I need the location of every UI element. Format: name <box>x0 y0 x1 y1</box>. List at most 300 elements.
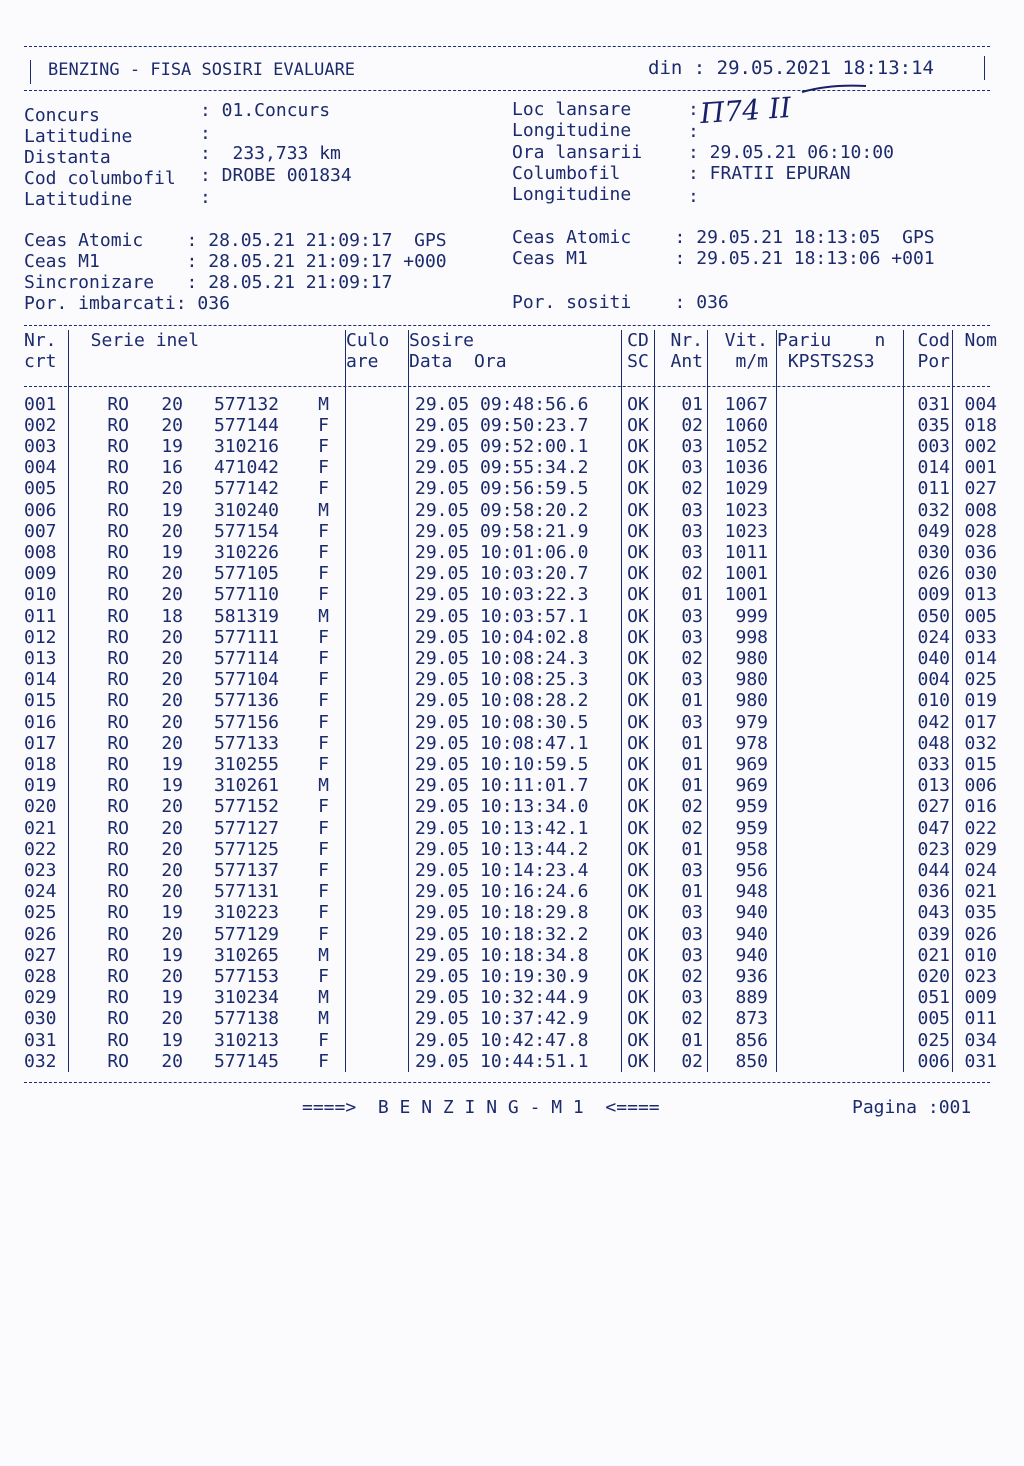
table-row <box>24 648 997 669</box>
info-right-value-2: : 29.05.21 06:10:00 <box>688 142 894 163</box>
row-nr-value: 028 <box>24 966 57 988</box>
row-ring <box>69 945 346 966</box>
table-row <box>24 690 997 711</box>
header-code-line1: Cod <box>917 330 950 351</box>
row-speed-value: 940 <box>735 923 768 945</box>
row-arrival <box>409 1051 622 1072</box>
arrival-datetime <box>409 818 588 839</box>
row-arrival <box>409 627 622 648</box>
arrival-time: 10:03:22.3 <box>480 584 589 606</box>
arrival-time: 10:04:02.8 <box>480 626 589 648</box>
table-header-row <box>24 330 997 372</box>
row-speed <box>708 987 777 1008</box>
row-nom-value: 002 <box>964 436 997 457</box>
row-code <box>904 775 953 796</box>
arrival-datetime <box>409 775 588 796</box>
row-speed <box>708 500 777 521</box>
row-bet <box>777 1030 904 1051</box>
arrival-date: 29.05 <box>415 1029 470 1051</box>
table-row <box>24 796 997 817</box>
table-row <box>24 987 997 1008</box>
ring-sex: M <box>318 1008 329 1030</box>
ring-year: 19 <box>161 987 183 1009</box>
arrival-datetime <box>409 987 588 1008</box>
row-cd <box>622 648 655 669</box>
clock-right-atomic: Ceas Atomic : 29.05.21 18:13:05 GPS <box>512 227 935 248</box>
ring-country: RO <box>107 1008 129 1030</box>
row-nom-value: 010 <box>964 944 997 966</box>
row-code <box>904 606 953 627</box>
row-speed-value: 873 <box>735 1008 768 1030</box>
row-cd <box>622 839 655 860</box>
header-cd <box>622 330 655 372</box>
row-color <box>346 881 409 902</box>
row-color <box>346 542 409 563</box>
row-nr-value: 003 <box>24 436 57 457</box>
ring-serial: 577125 <box>213 838 279 860</box>
row-antenna-value: 03 <box>681 669 703 691</box>
ring-sex: M <box>318 393 329 415</box>
row-speed-value: 978 <box>735 732 768 754</box>
ring-number <box>69 1030 329 1051</box>
arrival-datetime <box>409 627 588 648</box>
row-ring <box>69 669 346 690</box>
row-nr <box>24 754 69 775</box>
row-code <box>904 924 953 945</box>
row-code-value: 023 <box>917 838 950 860</box>
row-arrival <box>409 775 622 796</box>
arrival-datetime <box>409 902 588 923</box>
row-code-value: 010 <box>917 690 950 712</box>
row-color <box>346 775 409 796</box>
page-number: Pagina :001 <box>852 1097 972 1118</box>
ring-number <box>69 924 329 945</box>
header-antenna <box>655 330 708 372</box>
row-cd <box>622 457 655 478</box>
arrival-datetime <box>409 860 588 881</box>
row-antenna-value: 03 <box>681 499 703 521</box>
row-cd-value: OK <box>627 711 649 733</box>
ring-sex: F <box>318 584 329 606</box>
arrival-datetime <box>409 1008 588 1029</box>
arrival-date: 29.05 <box>415 1008 470 1030</box>
row-speed-value: 940 <box>735 902 768 924</box>
row-antenna-value: 01 <box>681 838 703 860</box>
ring-country: RO <box>107 457 129 479</box>
row-ring <box>69 436 346 457</box>
row-nom-value: 005 <box>964 605 997 627</box>
row-speed-value: 1001 <box>724 563 768 585</box>
row-arrival <box>409 436 622 457</box>
arrival-datetime <box>409 712 588 733</box>
row-cd-value: OK <box>627 457 649 479</box>
row-bet <box>777 881 904 902</box>
header-arrival-line2: Data Ora <box>409 351 507 373</box>
row-cd <box>622 818 655 839</box>
row-code-value: 039 <box>917 923 950 945</box>
row-nr <box>24 881 69 902</box>
row-ring <box>69 648 346 669</box>
row-color <box>346 945 409 966</box>
row-antenna <box>655 1030 708 1051</box>
row-speed-value: 999 <box>735 605 768 627</box>
ring-serial: 577105 <box>213 563 279 585</box>
arrival-date: 29.05 <box>415 923 470 945</box>
ring-country: RO <box>107 669 129 691</box>
row-ring <box>69 415 346 436</box>
row-bet <box>777 436 904 457</box>
row-antenna <box>655 902 708 923</box>
header-cd-line1: CD <box>627 330 649 351</box>
row-arrival <box>409 754 622 775</box>
row-antenna <box>655 627 708 648</box>
row-code-value: 040 <box>917 648 950 670</box>
arrival-datetime <box>409 436 588 457</box>
row-ring <box>69 924 346 945</box>
row-code-value: 051 <box>917 987 950 1009</box>
row-nr-value: 008 <box>24 542 57 564</box>
ring-number <box>69 1008 329 1029</box>
row-cd-value: OK <box>627 542 649 564</box>
row-nr-value: 030 <box>24 1008 57 1030</box>
ring-year: 20 <box>161 669 183 691</box>
row-speed <box>708 839 777 860</box>
table-row <box>24 542 997 563</box>
row-bet <box>777 457 904 478</box>
row-code-value: 048 <box>917 732 950 754</box>
row-nr <box>24 627 69 648</box>
row-code-value: 043 <box>917 902 950 924</box>
row-antenna-value: 01 <box>681 754 703 776</box>
row-nr-value: 005 <box>24 478 57 500</box>
arrival-time: 10:03:57.1 <box>480 605 589 627</box>
row-code <box>904 818 953 839</box>
row-code-value: 014 <box>917 457 950 479</box>
arrival-datetime <box>409 1051 588 1072</box>
row-cd <box>622 1051 655 1072</box>
row-code-value: 030 <box>917 542 950 564</box>
row-antenna <box>655 542 708 563</box>
info-right-value-4: : <box>688 186 699 207</box>
row-code-value: 044 <box>917 860 950 882</box>
ring-serial: 577129 <box>213 923 279 945</box>
ring-sex: F <box>318 817 329 839</box>
arrival-datetime <box>409 881 588 902</box>
header-ring <box>69 330 346 372</box>
row-nom <box>953 584 998 605</box>
ring-sex: F <box>318 1029 329 1051</box>
row-antenna <box>655 1051 708 1072</box>
row-antenna <box>655 839 708 860</box>
ring-country: RO <box>107 966 129 988</box>
ring-year: 18 <box>161 605 183 627</box>
ring-year: 20 <box>161 478 183 500</box>
arrival-time: 10:18:29.8 <box>480 902 589 924</box>
row-color <box>346 1008 409 1029</box>
row-arrival <box>409 584 622 605</box>
info-right-value-0: : <box>688 99 699 120</box>
row-bet <box>777 712 904 733</box>
ring-country: RO <box>107 1050 129 1072</box>
ring-sex: F <box>318 542 329 564</box>
ring-number <box>69 478 329 499</box>
ring-year: 20 <box>161 1008 183 1030</box>
row-antenna <box>655 415 708 436</box>
row-nr <box>24 500 69 521</box>
arrival-time: 10:10:59.5 <box>480 754 589 776</box>
ring-country: RO <box>107 838 129 860</box>
row-nom <box>953 436 998 457</box>
row-cd-value: OK <box>627 563 649 585</box>
row-nom <box>953 839 998 860</box>
row-nr-value: 004 <box>24 457 57 479</box>
row-code-value: 021 <box>917 944 950 966</box>
table-row <box>24 394 997 415</box>
row-code-value: 049 <box>917 520 950 542</box>
ring-country: RO <box>107 414 129 436</box>
info-left-value-3: : DROBE 001834 <box>200 165 352 186</box>
row-arrival <box>409 712 622 733</box>
row-ring <box>69 627 346 648</box>
ring-sex: F <box>318 457 329 479</box>
row-antenna <box>655 606 708 627</box>
ring-serial: 310226 <box>213 542 279 564</box>
row-arrival <box>409 1008 622 1029</box>
row-antenna <box>655 775 708 796</box>
arrival-time: 10:18:34.8 <box>480 944 589 966</box>
row-cd-value: OK <box>627 923 649 945</box>
arrival-date: 29.05 <box>415 563 470 585</box>
row-antenna <box>655 500 708 521</box>
row-code-value: 005 <box>917 1008 950 1030</box>
row-speed <box>708 478 777 499</box>
table-row <box>24 818 997 839</box>
ring-sex: F <box>318 796 329 818</box>
row-speed <box>708 436 777 457</box>
row-speed-value: 980 <box>735 690 768 712</box>
row-ring <box>69 860 346 881</box>
row-nom-value: 035 <box>964 902 997 924</box>
row-code <box>904 394 953 415</box>
ring-sex: F <box>318 966 329 988</box>
row-arrival <box>409 839 622 860</box>
arrival-time: 10:08:24.3 <box>480 648 589 670</box>
row-color <box>346 521 409 542</box>
ring-country: RO <box>107 584 129 606</box>
row-code-value: 011 <box>917 478 950 500</box>
row-ring <box>69 881 346 902</box>
row-antenna-value: 03 <box>681 902 703 924</box>
arrival-time: 10:14:23.4 <box>480 860 589 882</box>
row-antenna-value: 02 <box>681 414 703 436</box>
arrival-datetime <box>409 839 588 860</box>
row-speed <box>708 818 777 839</box>
row-cd <box>622 627 655 648</box>
row-code-value: 031 <box>917 393 950 415</box>
row-nr <box>24 648 69 669</box>
row-nr-value: 018 <box>24 754 57 776</box>
report-date: din : 29.05.2021 18:13:14 <box>648 57 934 79</box>
row-code-value: 047 <box>917 817 950 839</box>
row-nom <box>953 606 998 627</box>
ring-sex: F <box>318 732 329 754</box>
row-antenna <box>655 712 708 733</box>
info-right-value-1: : <box>688 121 699 142</box>
header-color-line2: are <box>346 351 379 373</box>
table-row <box>24 712 997 733</box>
ring-country: RO <box>107 775 129 797</box>
row-speed <box>708 521 777 542</box>
ring-year: 19 <box>161 902 183 924</box>
header-nom <box>953 330 998 372</box>
ring-serial: 310240 <box>213 499 279 521</box>
ring-number <box>69 457 329 478</box>
row-code-value: 009 <box>917 584 950 606</box>
ring-sex: M <box>318 987 329 1009</box>
row-arrival <box>409 521 622 542</box>
row-code-value: 035 <box>917 414 950 436</box>
row-antenna <box>655 860 708 881</box>
row-nom-value: 030 <box>964 563 997 585</box>
row-antenna-value: 02 <box>681 817 703 839</box>
row-cd-value: OK <box>627 966 649 988</box>
ring-serial: 577142 <box>213 478 279 500</box>
row-antenna-value: 03 <box>681 520 703 542</box>
row-nr <box>24 415 69 436</box>
header-spacer-row <box>24 372 997 393</box>
ring-country: RO <box>107 626 129 648</box>
row-bet <box>777 754 904 775</box>
ring-number <box>69 796 329 817</box>
arrival-time: 10:01:06.0 <box>480 542 589 564</box>
row-nom-value: 031 <box>964 1050 997 1072</box>
row-nr <box>24 966 69 987</box>
row-nr <box>24 584 69 605</box>
arrival-date: 29.05 <box>415 860 470 882</box>
row-antenna-value: 01 <box>681 775 703 797</box>
row-bet <box>777 796 904 817</box>
row-nr <box>24 796 69 817</box>
row-nom <box>953 860 998 881</box>
row-cd-value: OK <box>627 669 649 691</box>
header-bet <box>777 330 904 372</box>
table-row <box>24 1051 997 1072</box>
ring-sex: M <box>318 499 329 521</box>
row-code-value: 004 <box>917 669 950 691</box>
row-bet <box>777 542 904 563</box>
ring-serial: 577137 <box>213 860 279 882</box>
ring-country: RO <box>107 754 129 776</box>
table-row <box>24 1030 997 1051</box>
ring-sex: F <box>318 923 329 945</box>
row-speed-value: 1011 <box>724 542 768 564</box>
ring-serial: 577111 <box>213 626 279 648</box>
row-antenna <box>655 987 708 1008</box>
row-nom <box>953 733 998 754</box>
table-row <box>24 436 997 457</box>
row-color <box>346 796 409 817</box>
ring-country: RO <box>107 690 129 712</box>
ring-year: 20 <box>161 838 183 860</box>
ring-number <box>69 648 329 669</box>
row-nom <box>953 542 998 563</box>
row-antenna-value: 03 <box>681 711 703 733</box>
ring-sex: F <box>318 436 329 457</box>
row-nr-value: 001 <box>24 393 57 415</box>
row-cd <box>622 902 655 923</box>
ring-serial: 471042 <box>213 457 279 479</box>
row-bet <box>777 521 904 542</box>
ring-sex: F <box>318 478 329 500</box>
row-nr-value: 012 <box>24 626 57 648</box>
row-code <box>904 563 953 584</box>
row-antenna-value: 02 <box>681 966 703 988</box>
row-cd-value: OK <box>627 499 649 521</box>
row-nom-value: 018 <box>964 414 997 436</box>
row-cd <box>622 1008 655 1029</box>
row-cd <box>622 606 655 627</box>
ring-country: RO <box>107 881 129 903</box>
row-antenna <box>655 754 708 775</box>
row-antenna-value: 03 <box>681 457 703 479</box>
row-bet <box>777 563 904 584</box>
row-ring <box>69 966 346 987</box>
row-nom-value: 033 <box>964 626 997 648</box>
row-cd <box>622 394 655 415</box>
row-nr-value: 020 <box>24 796 57 818</box>
row-nom <box>953 1008 998 1029</box>
row-speed-value: 959 <box>735 817 768 839</box>
row-speed-value: 969 <box>735 775 768 797</box>
table-row <box>24 500 997 521</box>
row-code <box>904 648 953 669</box>
row-bet <box>777 1051 904 1072</box>
ring-country: RO <box>107 436 129 457</box>
row-antenna-value: 01 <box>681 1029 703 1051</box>
ring-number <box>69 690 329 711</box>
row-speed <box>708 796 777 817</box>
ring-country: RO <box>107 1029 129 1051</box>
row-ring <box>69 521 346 542</box>
row-bet <box>777 987 904 1008</box>
ring-sex: M <box>318 944 329 966</box>
row-ring <box>69 733 346 754</box>
row-bet <box>777 478 904 499</box>
handwritten-note: Π74 II <box>698 90 793 131</box>
row-antenna <box>655 796 708 817</box>
row-ring <box>69 690 346 711</box>
ring-year: 20 <box>161 520 183 542</box>
row-speed <box>708 754 777 775</box>
ring-country: RO <box>107 563 129 585</box>
top-border <box>24 46 990 47</box>
ring-year: 20 <box>161 1050 183 1072</box>
row-speed-value: 998 <box>735 626 768 648</box>
row-ring <box>69 584 346 605</box>
row-nom-value: 024 <box>964 860 997 882</box>
row-antenna-value: 03 <box>681 626 703 648</box>
row-speed-value: 980 <box>735 648 768 670</box>
row-speed <box>708 415 777 436</box>
row-speed <box>708 902 777 923</box>
table-row <box>24 860 997 881</box>
ring-serial: 577153 <box>213 966 279 988</box>
row-arrival <box>409 478 622 499</box>
arrival-date: 29.05 <box>415 669 470 691</box>
row-nom-value: 034 <box>964 1029 997 1051</box>
row-ring <box>69 796 346 817</box>
arrival-datetime <box>409 945 588 966</box>
